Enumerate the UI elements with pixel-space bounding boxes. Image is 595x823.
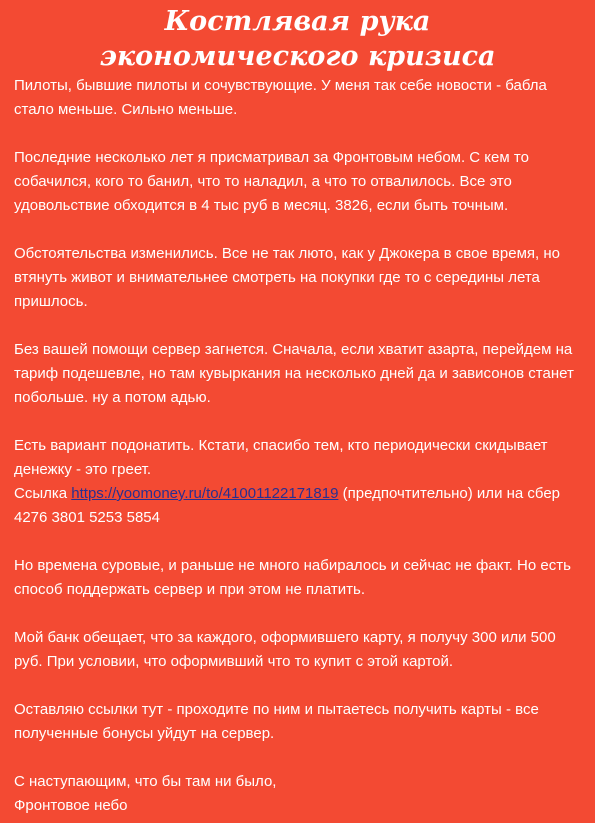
paragraph-signoff <box>14 770 581 818</box>
page-title: Костлявая рука экономического кризиса <box>99 6 496 72</box>
donate-text: Есть вариант подонатить. Кстати, спасибо тем, кто периодически скидывает денежку - это греет. <box>14 437 548 478</box>
signoff-greeting: С наступающим, что бы там ни было, <box>14 773 277 790</box>
signoff-signature: Фронтовое небо <box>14 797 128 814</box>
donate-link[interactable]: https://yoomoney.ru/to/41001122171819 <box>71 485 339 502</box>
paragraph-warning: Без вашей помощи сервер загнется. Сначала, если хватит азарта, перейдем на тариф подешевле, но там кувыркания на несколько дней да и зависонов станет побольше. ну а потом адью. <box>14 341 574 406</box>
paragraph-links-note: Оставляю ссылки тут - проходите по ним и пытаетесь получить карты - все полученные бонусы уйдут на сервер. <box>14 701 539 742</box>
announcement-body <box>14 74 581 818</box>
paragraph-circumstances: Обстоятельства изменились. Все не так люто, как у Джокера в свое время, но втянуть живот и внимательнее смотреть на покупки где то с середины лета пришлось. <box>14 245 560 310</box>
donate-link-prefix: Ссылка <box>14 485 72 502</box>
paragraph-history: Последние несколько лет я присматривал за Фронтовым небом. С кем то собачился, кого то банил, что то наладил, а что то отвалилось. Все это удовольствие обходится в 4 тыс руб в месяц. 3826, если быть точным. <box>14 149 529 214</box>
paragraph-hard-times: Но времена суровые, и раньше не много набиралось и сейчас не факт. Но есть способ поддержать сервер и при этом не платить. <box>14 557 571 598</box>
paragraph-bank-offer: Мой банк обещает, что за каждого, оформившего карту, я получу 300 или 500 руб. При условии, что оформивший что то купит с этой картой. <box>14 629 556 670</box>
paragraph-intro: Пилоты, бывшие пилоты и сочувствующие. У меня так себе новости - бабла стало меньше. Сильно меньше. <box>14 77 547 118</box>
donate-link-suffix: (предпочтительно) или на сбер 4276 3801 5253 5854 <box>14 485 561 526</box>
paragraph-donate <box>14 434 581 530</box>
